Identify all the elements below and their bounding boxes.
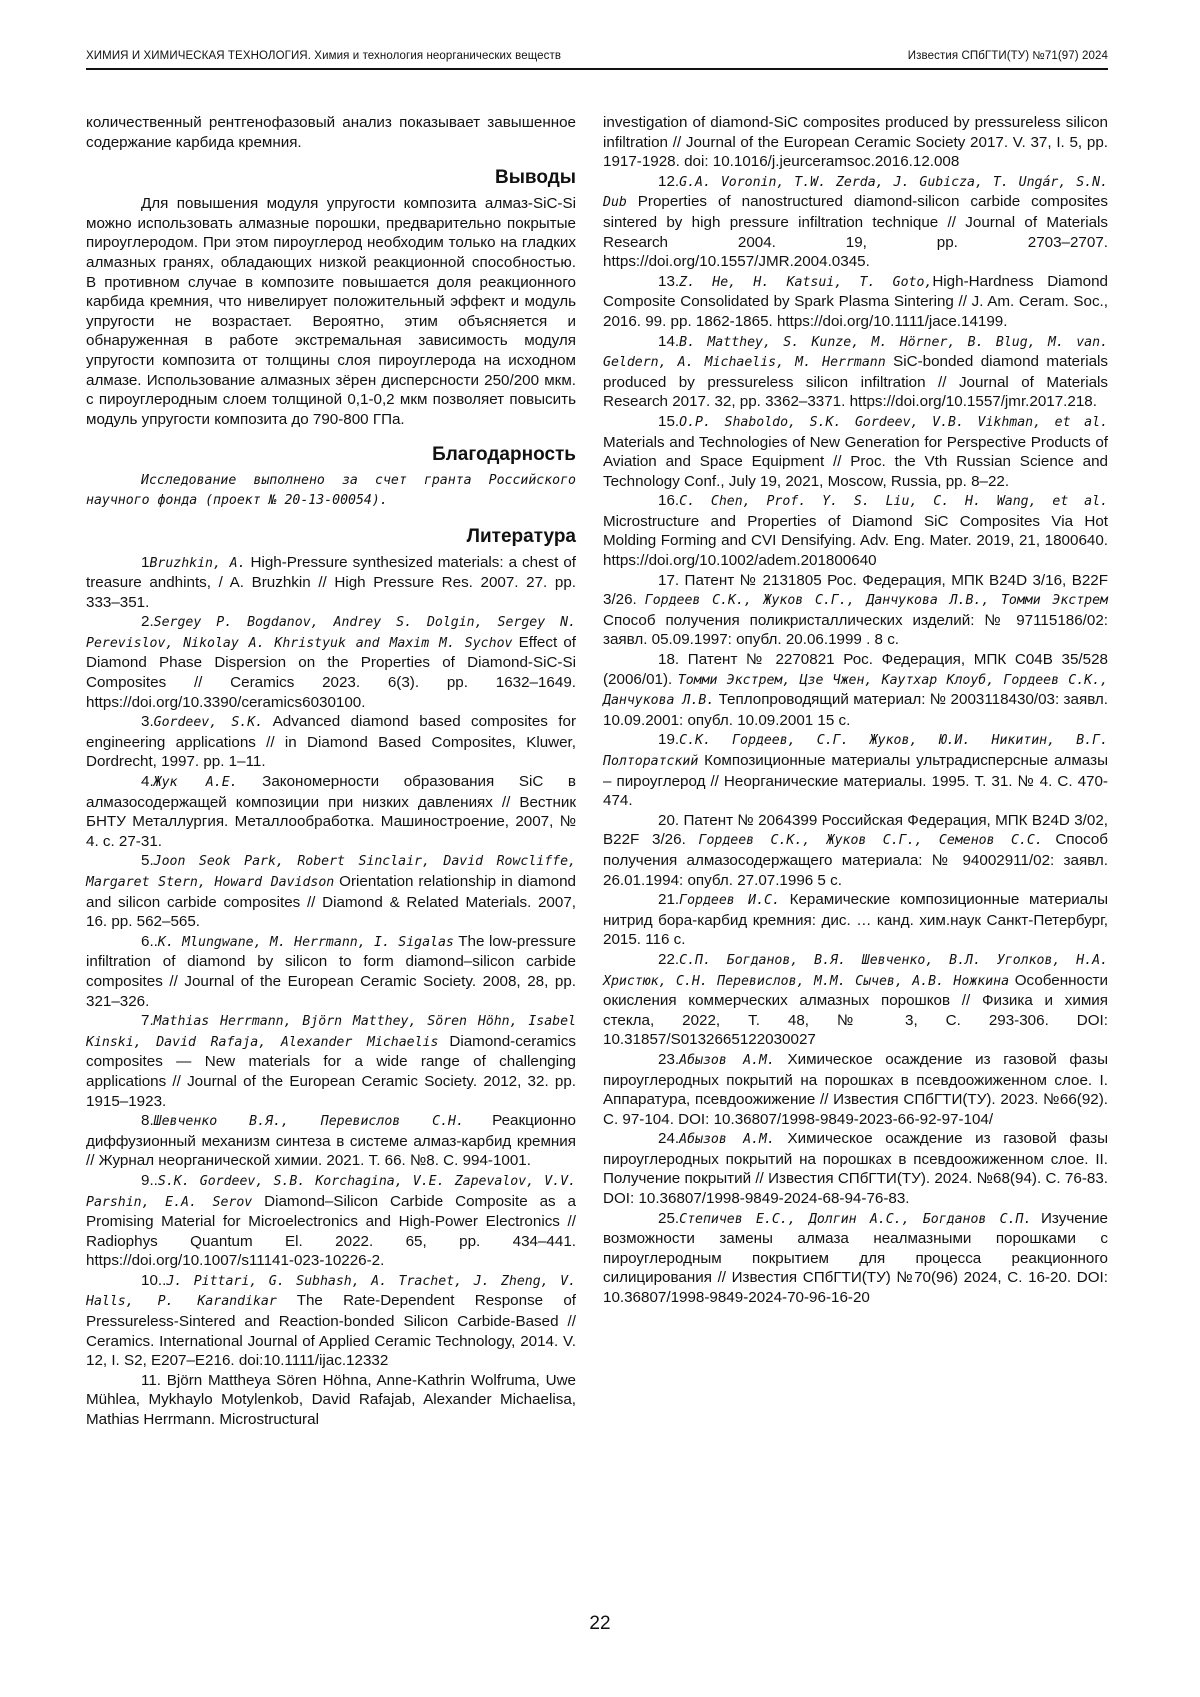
reference-text: Advanced diamond based composites for engineering applications // in Diamond Based Composites, Kluwer, Dordrecht, 1997. pp. 1–11. <box>86 713 576 771</box>
reference-authors: Абызов А.М. <box>679 1132 775 1148</box>
reference-text: Materials and Technologies of New Generation for Perspective Products of Aviation and Space Equipment // Proc. the Vth Russian Science and Technology Conf., July 19, 2021, Moscow, Russia, pp. 8–22. <box>603 433 1108 490</box>
reference-number: 2. <box>141 613 154 631</box>
reference-text: Orientation relationship in diamond and silicon carbide composites // Diamond & Related Materials. 2007, 16. pp. 562–565. <box>86 873 576 931</box>
reference-authors: Mathias Herrmann, Björn Matthey, Sören Höhn, Isabel Kinski, David Rafaja, Alexander Michaelis <box>86 1014 576 1050</box>
reference-text: Теплопроводящий материал: № 2003118430/03: заявл. 10.09.2001: опубл. 10.09.2001 15 с. <box>603 691 1108 729</box>
reference-text: Diamond-ceramics composites — New materials for a wide range of challenging applications // Journal of the European Ceramic Society. 2012, 32. pp. 1915–1923. <box>86 1032 576 1110</box>
reference-authors: J. Pittari, G. Subhash, A. Trachet, J. Zheng, V. Halls, P. Karandikar <box>86 1273 576 1310</box>
reference-authors: С.К. Гордеев, С.Г. Жуков, Ю.И. Никитин, В.Г. Полторатский <box>603 733 1108 769</box>
reference-item <box>86 1171 576 1271</box>
reference-item <box>86 1111 576 1171</box>
left-column <box>86 113 576 1430</box>
reference-authors: Степичев Е.С., Долгин А.С., Богданов С.П. <box>679 1211 1032 1227</box>
reference-item <box>86 612 576 712</box>
reference-number: 14. <box>658 332 680 350</box>
reference-item <box>603 412 1108 491</box>
reference-item <box>603 1209 1108 1308</box>
reference-text: The low-pressure infiltration of diamond by silicon to form diamond–silicon carbide composites // Journal of the European Ceramic Society. 2008, 28, pp. 321–326. <box>86 932 576 1010</box>
reference-prefix: Патент № 2131805 Рос. Федерация, МПК B24D 3/16, B22F 3/26. <box>603 571 1108 609</box>
reference-text: Способ получения поликристаллических изделий: № 97115186/02: заявл. 05.09.1997: опубл. 20.06.1999 . 8 с. <box>603 611 1108 649</box>
reference-text: The Rate-Dependent Response of Pressureless-Sintered and Reaction-bonded Silicon Carbide-Based // Ceramics. International Journal of Applied Ceramic Technology, 2014. V. 12, I. S2, E207–E216. doi:10.1111/ijac.12332 <box>86 1292 576 1370</box>
intro-paragraph: количественный рентгенофазовый анализ показывает завышенное содержание карбида кремния. <box>86 114 576 151</box>
reference-number: 23. <box>658 1050 680 1068</box>
reference-number: 19. <box>658 731 680 749</box>
reference-item <box>86 1271 576 1371</box>
reference-authors: Гордеев С.К., Жуков С.Г., Семенов С.С. <box>698 833 1043 849</box>
reference-authors: Томми Экстрем, Цзе Чжен, Каутхар Клоуб, Гордеев С.К., Данчукова Л.В. <box>603 672 1108 709</box>
reference-number: 22. <box>658 950 680 968</box>
journal-issue: Известия СПбГТИ(ТУ) №71(97) 2024 <box>907 50 1108 62</box>
reference-authors: S.K. Gordeev, S.B. Korchagina, V.E. Zapevalov, V.V. Parshin, E.A. Serov <box>86 1173 576 1210</box>
reference-continuation: investigation of diamond-SiC composites produced by pressureless silicon infiltration // Journal of the European Ceramic Society 2017. V. 37, I. 5, pp. 1917-1928. doi: 10.1016/j.jeurceramsoc.2016.12.008 <box>603 114 1108 171</box>
reference-number: 7. <box>141 1012 154 1030</box>
reference-number: 15. <box>658 412 680 430</box>
reference-authors: Жук А.Е. <box>153 775 238 791</box>
reference-text: Diamond–Silicon Carbide Composite as a Promising Material for Microelectronics and High-Power Electronics // Radiophys Quantum El. 2022. 65, pp. 434–441. https://doi.org/10.1007/s11141-023-10226-2. <box>86 1192 576 1270</box>
reference-number: 10.. <box>141 1271 167 1289</box>
reference-authors: K. Mlungwane, M. Herrmann, I. Sigalas <box>157 934 454 950</box>
reference-number: 4. <box>141 773 154 791</box>
reference-item <box>603 272 1108 332</box>
reference-item <box>603 730 1108 810</box>
reference-number: 11. <box>141 1371 161 1389</box>
reference-text: High-Pressure synthesized materials: a chest of treasure andhints, / A. Bruzhkin // High Pressure Res. 2007. 27. pp. 333–351. <box>86 553 577 611</box>
reference-number: 8. <box>141 1112 154 1130</box>
reference-authors: Joon Seok Park, Robert Sinclair, David Rowcliffe, Margaret Stern, Howard Davidson <box>86 854 576 890</box>
reference-authors: Sergey P. Bogdanov, Andrey S. Dolgin, Sergey N. Perevislov, Nikolay A. Khristyuk and Maxim M. Sychov <box>86 615 576 651</box>
reference-number: 20. <box>658 811 680 829</box>
reference-number: 5. <box>141 852 154 870</box>
conclusions-paragraph: Для повышения модуля упругости композита алмаз-SiC-Si можно использовать алмазные порошки, предварительно покрытые пироуглеродом. При этом пироуглерод необходим только на гладких алмазных гранях, обладающих низкой реакционной способностью. В противном случае в композите повышается доля реакционного карбида кремния, что нивелирует положительный эффект и модуль упругости не возрастает. Вероятно, этим объясняется и обнаруженная в работе экстремальная зависимость модуля упругости композита от толщины слоя пироуглерода на исходном алмазе. Использование алмазных зёрен дисперсности 250/200 мкм. с пироуглеродным слоем толщиной 0,1-0,2 мкм позволяет повысить модуль упругости композита до 790-800 ГПа. <box>86 195 576 428</box>
reference-text: Реакционно диффузионный механизм синтеза в системе алмаз-карбид кремния // Журнал неорганической химии. 2021. Т. 66. №8. С. 994-1001. <box>86 1112 576 1170</box>
reference-authors: Bruzhkin, A. <box>149 555 246 571</box>
reference-item <box>603 811 1108 890</box>
reference-authors: Шевченко В.Я., Перевислов С.Н. <box>153 1114 464 1130</box>
reference-item <box>86 1371 576 1430</box>
conclusions-heading: Выводы <box>494 167 576 189</box>
reference-text: SiC-bonded diamond materials produced by pressureless silicon infiltration // Journal of Materials Research 2017. 32, pp. 3362–3371. https://doi.org/10.1557/jmr.2017.218. <box>603 353 1108 411</box>
reference-item <box>86 772 576 851</box>
reference-number: 21. <box>658 891 680 909</box>
reference-text: Björn Mattheya Sören Höhna, Anne-Kathrin Wolfruma, Uwe Mühlea, Mykhaylo Motylenkob, David Rafajab, Alexander Michaelisa, Mathias Herrmann. Microstructural <box>86 1371 576 1429</box>
reference-text: Microstructure and Properties of Diamond SiC Composites Via Hot Molding Forming and CVI Densifying. Adv. Eng. Mater. 2019, 21, 1800640. https://doi.org/10.1002/adem.201800640 <box>603 512 1108 570</box>
reference-number: 1 <box>141 553 150 571</box>
reference-number: 17. <box>658 571 680 589</box>
reference-text: Способ получения алмазосодержащего материала: № 94002911/02: заявл. 26.01.1994: опубл. 27.07.1996 5 с. <box>603 831 1108 889</box>
reference-item <box>603 1129 1108 1208</box>
reference-authors: Абызов А.М. <box>679 1052 775 1068</box>
reference-number: 12. <box>658 172 680 190</box>
references-heading: Литература <box>466 525 576 547</box>
reference-number: 16. <box>658 492 680 510</box>
reference-authors: B. Matthey, S. Kunze, M. Hörner, B. Blug, M. van. Geldern, A. Michaelis, M. Herrmann <box>603 334 1108 371</box>
reference-item <box>603 332 1108 412</box>
reference-item <box>86 712 576 772</box>
right-column <box>603 113 1108 1308</box>
reference-prefix: Патент № 2270821 Рос. Федерация, МПК C04B 35/528 (2006/01). <box>603 651 1108 688</box>
reference-text: Изучение возможности замены алмаза неалмазными порошками с пироуглеродным покрытием для процесса реакционного силицирования // Известия СПбГТИ(ТУ) №70(96) 2024, С. 16-20. DOI: 10.36807/1998-9849-2024-70-96-16-20 <box>603 1209 1108 1307</box>
reference-authors: Gordeev, S.K. <box>153 715 264 731</box>
reference-item <box>603 950 1108 1050</box>
reference-item <box>86 932 576 1011</box>
running-header <box>86 48 1108 70</box>
acknowledgement-heading: Благодарность <box>432 444 576 466</box>
page-number: 22 <box>589 1613 611 1634</box>
acknowledgement-paragraph: Исследование выполнено за счет гранта Российского научного фонда (проект № 20-13-00054). <box>86 473 576 508</box>
reference-item <box>86 1011 576 1111</box>
reference-item <box>603 890 1108 950</box>
reference-list-left <box>86 553 576 1430</box>
reference-text: Химическое осаждение из газовой фазы пироуглеродных покрытий на порошках в псевдоожиженном слое. I. Аппаратура, псевдоожижение // Известия СПбГТИ(ТУ). 2023. №66(92). С. 97-104. DOI: 10.36807/1998-9849-2023-66-92-97-104/ <box>603 1050 1109 1128</box>
reference-authors: С.П. Богданов, В.Я. Шевченко, В.Л. Уголков, Н.А. Христюк, С.Н. Перевислов, М.М. Сычев, А.В. Ножкина <box>603 952 1108 989</box>
reference-authors: C. Chen, Prof. Y. S. Liu, C. H. Wang, et al. <box>679 494 1108 510</box>
reference-number: 24. <box>658 1130 680 1148</box>
reference-item <box>86 851 576 931</box>
reference-authors: Z. He, H. Katsui, T. Goto, <box>679 274 933 290</box>
reference-number: 3. <box>141 713 154 731</box>
reference-text: High-Hardness Diamond Composite Consolidated by Spark Plasma Sintering // J. Am. Ceram. Soc., 2016. 99. pp. 1862-1865. https://doi.org/10.1111/jace.14199. <box>603 272 1108 330</box>
reference-item <box>86 553 576 613</box>
reference-authors: Гордеев И.С. <box>679 893 780 909</box>
reference-authors: G.A. Voronin, T.W. Zerda, J. Gubicza, T. Ungár, S.N. Dub <box>603 174 1108 211</box>
reference-prefix: Патент № 2064399 Российская Федерация, МПК B24D 3/02, B22F 3/26. <box>603 811 1108 849</box>
reference-number: 9.. <box>141 1171 158 1189</box>
reference-text: Химическое осаждение из газовой фазы пироуглеродных покрытий на порошках в псевдоожиженном слое. II. Получение покрытий // Известия СПбГТИ(ТУ). 2024. №68(94). С. 76-83. DOI: 10.36807/1998-9849-2024-68-94-76-83. <box>603 1130 1109 1208</box>
reference-number: 25. <box>658 1209 680 1227</box>
journal-section-title: ХИМИЯ И ХИМИЧЕСКАЯ ТЕХНОЛОГИЯ. Химия и технология неорганических веществ <box>86 50 562 62</box>
reference-item <box>603 650 1108 730</box>
reference-authors: Гордеев С.К., Жуков С.Г., Данчукова Л.В., Томми Экстрем <box>644 593 1108 609</box>
reference-number: 13. <box>658 272 680 290</box>
reference-text: Закономерности образования SiC в алмазосодержащей композиции при низких давлениях // Вестник БНТУ Металлургия. Металлообработка. Машиностроение, 2007, № 4. с. 27-31. <box>86 773 576 850</box>
reference-text: Керамические композиционные материалы нитрид бора-карбид кремния: дис. … канд. хим.наук Санкт-Петербург, 2015. 116 с. <box>603 891 1108 949</box>
reference-number: 18. <box>658 651 680 669</box>
reference-text: Особенности окисления коммерческих алмазных порошков // Физика и химия стекла, 2022, Т. 48, № 3, С. 293-306. DOI: 10.31857/S0132665122030027 <box>603 971 1108 1049</box>
reference-number: 6.. <box>141 932 158 950</box>
reference-item <box>603 172 1108 272</box>
reference-item <box>603 571 1108 650</box>
reference-text: Properties of nanostructured diamond-silicon carbide composites sintered by high pressure infiltration technique // Journal of Materials Research 2004. 19, pp. 2703–2707. https://doi.org/10.1557/JMR.2004.0345. <box>603 193 1108 271</box>
reference-list-right <box>603 172 1108 1308</box>
reference-text: Effect of Diamond Phase Dispersion on the Properties of Diamond-SiC-Si Composites // Ceramics 2023. 6(3). pp. 1632–1649. https://doi.org/10.3390/ceramics6030100. <box>86 633 576 711</box>
reference-text: Композиционные материалы ультрадисперсные алмазы – пироуглерод // Неорганические материалы. 1995. Т. 31. № 4. С. 470-474. <box>603 752 1108 810</box>
reference-item <box>603 491 1108 570</box>
reference-item <box>603 1050 1108 1129</box>
reference-authors: O.P. Shaboldo, S.K. Gordeev, V.B. Vikhman, et al. <box>679 414 1108 430</box>
